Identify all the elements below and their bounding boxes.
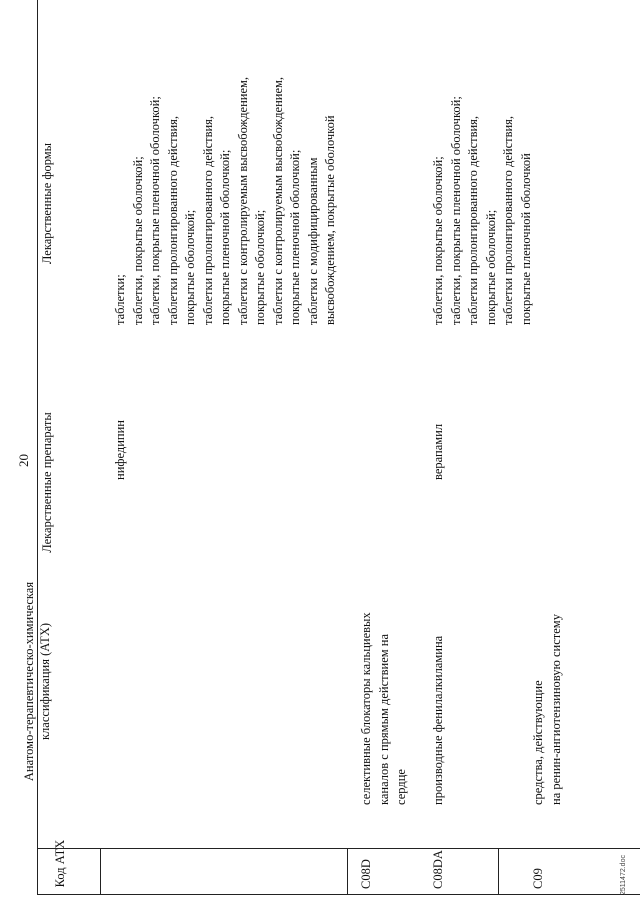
form-line: таблетки пролонгированного действия, bbox=[501, 115, 515, 325]
form-line: покрытые пленочной оболочкой; bbox=[288, 149, 302, 325]
header-divider-drugs bbox=[498, 849, 499, 895]
form-line: таблетки с контролируемым высвобождением, bbox=[235, 76, 250, 325]
form-line: таблетки с контролируемым высвобождением, bbox=[270, 76, 285, 325]
row-4-code bbox=[530, 868, 548, 889]
header-code-text: Код АТХ bbox=[53, 839, 67, 888]
header-divider-classification bbox=[347, 849, 348, 895]
row-3-drug bbox=[430, 424, 448, 480]
table-left-border bbox=[37, 894, 640, 895]
classification-line: селективные блокаторы кальциевых bbox=[359, 612, 373, 805]
form-line: таблетки с модифицированным bbox=[305, 157, 320, 325]
form-line: покрытые оболочкой; bbox=[183, 209, 197, 325]
page-number: 20 bbox=[16, 454, 31, 467]
drug-name: нифедипин bbox=[113, 420, 127, 480]
row-3-classification bbox=[430, 636, 448, 805]
form-line: покрытые пленочной оболочкой; bbox=[218, 149, 232, 325]
header-classification bbox=[18, 558, 56, 805]
header-forms-text: Лекарственные формы bbox=[39, 142, 54, 265]
atc-code: C08DA bbox=[431, 850, 445, 889]
form-line: высвобождением, покрытые оболочкой bbox=[323, 115, 337, 325]
classification-line: производные фенилалкиламина bbox=[431, 635, 445, 805]
row-3-code bbox=[430, 850, 448, 889]
header-drugs bbox=[37, 407, 56, 558]
header-forms bbox=[37, 0, 56, 407]
row-4-classification bbox=[530, 614, 565, 805]
form-line: таблетки, покрытые оболочкой; bbox=[431, 156, 445, 325]
document-file-code: 2511472.doc bbox=[620, 855, 627, 895]
form-line: таблетки, покрытые пленочной оболочкой; bbox=[448, 96, 463, 325]
form-line: таблетки пролонгированного действия, bbox=[165, 115, 180, 325]
drug-name: верапамил bbox=[431, 423, 445, 480]
classification-line: сердце bbox=[394, 769, 408, 805]
form-line: таблетки; bbox=[113, 274, 127, 325]
form-line: покрытые пленочной оболочкой bbox=[518, 153, 533, 325]
row-1-forms bbox=[112, 77, 340, 325]
form-line: покрытые оболочкой; bbox=[253, 209, 267, 325]
form-line: покрытые оболочкой; bbox=[483, 209, 498, 325]
classification-line: каналов с прямым действием на bbox=[376, 633, 391, 805]
row-2-code bbox=[358, 859, 376, 889]
row-2-classification bbox=[358, 612, 411, 805]
classification-line: на ренин-ангиотензиновую систему bbox=[548, 614, 563, 805]
header-code bbox=[37, 832, 83, 895]
form-line: таблетки, покрытые пленочной оболочкой; bbox=[148, 96, 162, 325]
form-line: таблетки пролонгированного действия, bbox=[200, 115, 215, 325]
atc-code: C09 bbox=[531, 868, 545, 889]
row-1-drug bbox=[112, 420, 130, 480]
header-drugs-text: Лекарственные препараты bbox=[39, 412, 54, 553]
table-header-bottom-border bbox=[37, 848, 640, 849]
header-divider-code bbox=[100, 849, 101, 895]
header-classification-line-2: классификация (АТХ) bbox=[38, 622, 52, 741]
header-classification-line-1: Анатомо-терапевтическо-химическая bbox=[22, 581, 36, 782]
form-line: таблетки, покрытые оболочкой; bbox=[130, 156, 145, 325]
classification-line: средства, действующие bbox=[531, 680, 545, 805]
atc-code: C08D bbox=[359, 859, 373, 889]
form-line: таблетки пролонгированного действия, bbox=[466, 115, 480, 325]
row-3-forms bbox=[430, 96, 535, 325]
